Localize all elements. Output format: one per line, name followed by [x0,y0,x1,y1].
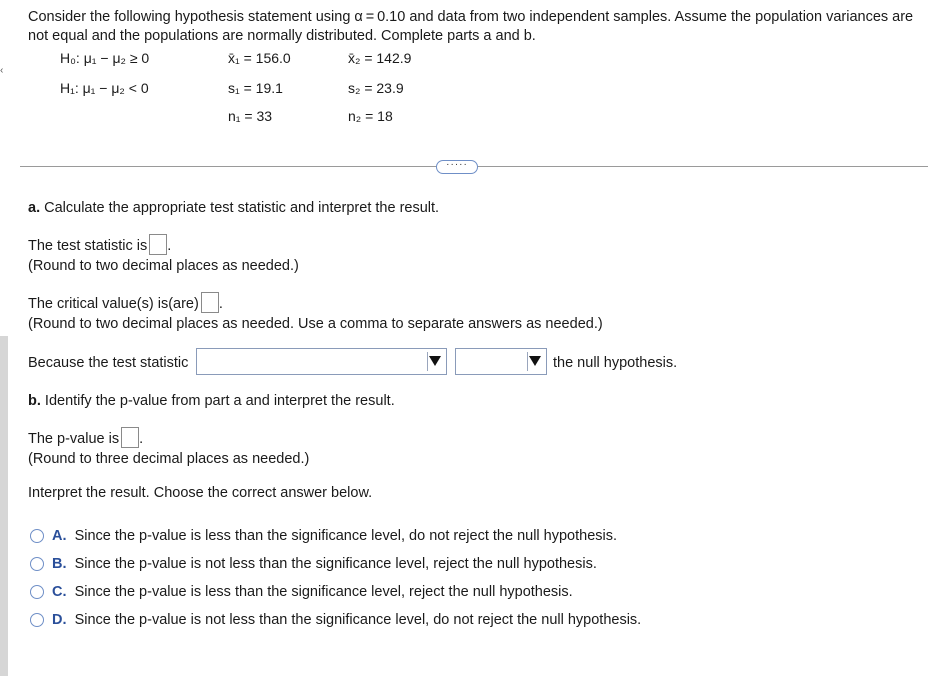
pvalue-row: The p-value is . [28,427,143,449]
option-d-radio[interactable] [30,613,44,627]
test-stat-label: The test statistic is [28,238,148,254]
option-b-letter: B. [52,556,67,572]
option-c-letter: C. [52,584,67,600]
test-stat-row: The test statistic is . [28,234,171,256]
option-c-radio[interactable] [30,585,44,599]
null-hypothesis-suffix: the null hypothesis. [553,355,678,371]
expand-more-button[interactable]: ····· [436,160,478,174]
interpret-label: Interpret the result. Choose the correct answer below. [28,485,373,501]
alternative-hypothesis: H₁: μ₁ − μ₂ < 0 [60,80,149,96]
null-hypothesis: H₀: μ₁ − μ₂ ≥ 0 [60,50,150,66]
pvalue-label: The p-value is [28,431,120,447]
critical-value-note: (Round to two decimal places as needed. Use a comma to separate answers as needed.) [28,316,603,332]
left-edge-marker: ‹ [0,65,4,76]
option-a-radio[interactable] [30,529,44,543]
test-stat-comparison-dropdown[interactable] [196,348,447,375]
sample-mean-2: x̄₂ = 142.9 [348,50,412,66]
critical-value-row: The critical value(s) is(are) . [28,292,223,314]
option-b[interactable] [52,555,597,574]
part-b-heading-text: Identify the p-value from part a and interpret the result. [40,393,395,409]
part-a-heading [28,199,439,218]
option-d[interactable] [52,611,641,630]
test-stat-note: (Round to two decimal places as needed.) [28,258,299,274]
sample-sd-1: s₁ = 19.1 [228,80,283,96]
test-stat-input[interactable] [149,234,167,255]
option-b-text: Since the p-value is not less than the significance level, reject the null hypothesis. [74,556,597,572]
option-d-letter: D. [52,612,67,628]
left-scroll-rail[interactable] [0,336,8,676]
problem-statement-line2: not equal and the populations are normally distributed. Complete parts a and b. [28,28,536,44]
chevron-down-icon [529,356,541,366]
option-d-text: Since the p-value is not less than the significance level, do not reject the null hypothesis. [74,612,642,628]
sample-size-1: n₁ = 33 [228,108,273,124]
part-a-heading-text: Calculate the appropriate test statistic and interpret the result. [40,200,440,216]
option-a-text: Since the p-value is less than the significance level, do not reject the null hypothesis. [74,528,618,544]
decision-dropdown[interactable] [455,348,547,375]
option-c[interactable] [52,583,573,602]
part-b-letter: b. [28,393,41,409]
because-label: Because the test statistic [28,355,189,371]
sample-sd-2: s₂ = 23.9 [348,80,404,96]
pvalue-input[interactable] [121,427,139,448]
pvalue-note: (Round to three decimal places as needed.) [28,451,310,467]
chevron-down-icon [429,356,441,366]
option-c-text: Since the p-value is less than the significance level, reject the null hypothesis. [74,584,573,600]
critical-value-input[interactable] [201,292,219,313]
part-b-heading [28,392,395,411]
problem-statement-line1: Consider the following hypothesis statement using α = 0.10 and data from two independent samples. Assume the population variances are [28,9,914,25]
sample-size-2: n₂ = 18 [348,108,393,124]
part-a-letter: a. [28,200,41,216]
option-b-radio[interactable] [30,557,44,571]
sample-mean-1: x̄₁ = 156.0 [228,50,291,66]
option-a[interactable] [52,527,617,546]
option-a-letter: A. [52,528,67,544]
critical-value-label: The critical value(s) is(are) [28,296,199,312]
